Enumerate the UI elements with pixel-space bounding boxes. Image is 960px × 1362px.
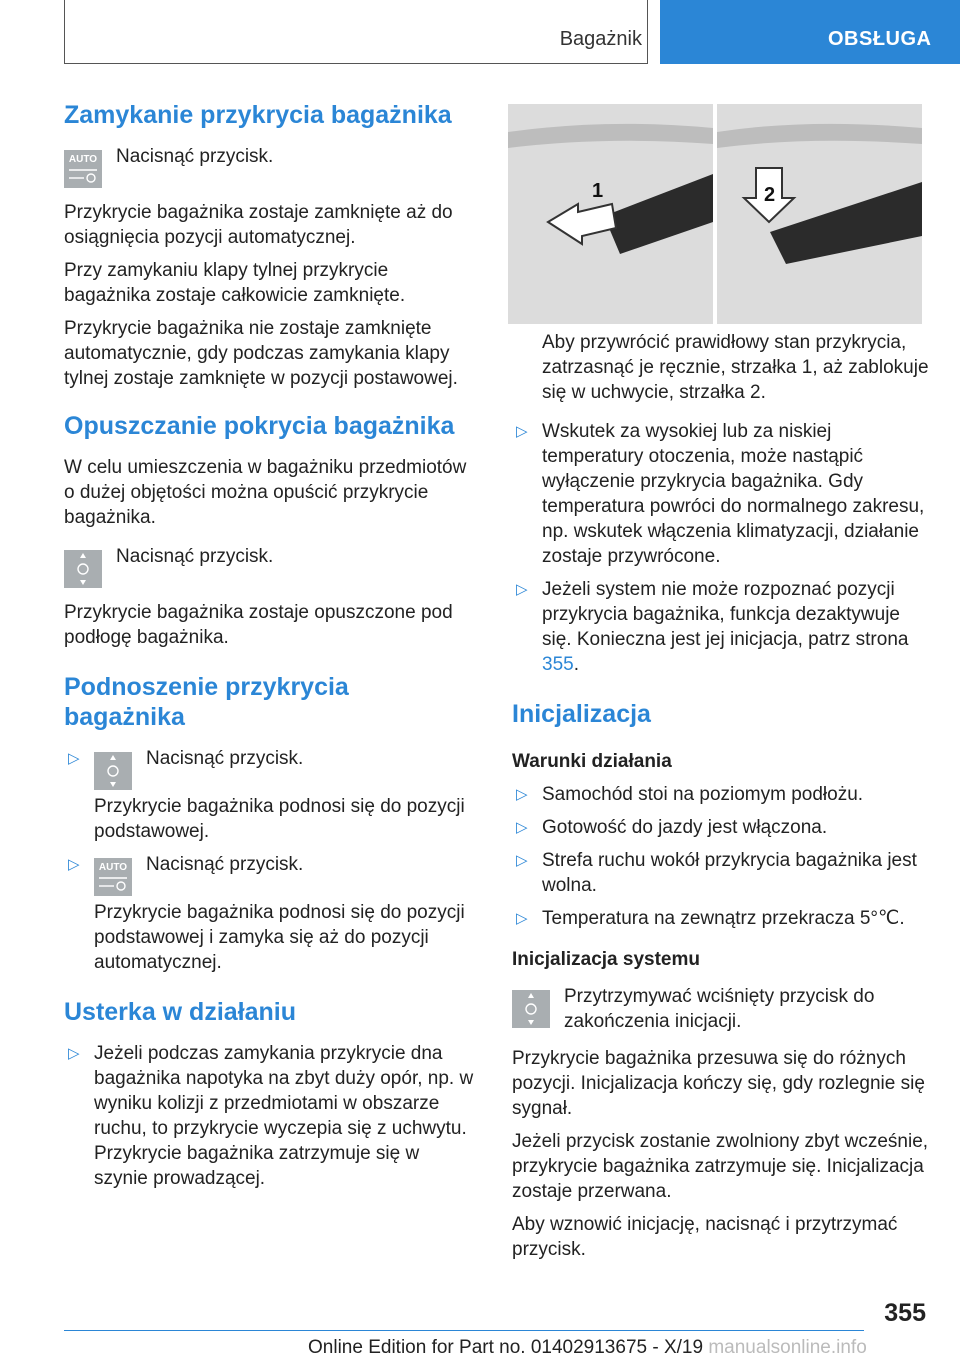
list-item [512, 906, 932, 931]
instruction-text: Nacisnąć przycisk. [116, 146, 274, 167]
paragraph: Przykrycie bagażnika zostaje opuszczone pod podłogę bagażnika. [64, 602, 453, 648]
right-column [512, 330, 932, 1270]
bullet-triangle-icon: ▷ [68, 1045, 80, 1062]
section-title: Inicjalizacja [512, 700, 651, 728]
paragraph: Przykrycie bagażnika nie zostaje zamknięte automatycznie, gdy podczas zamykania klapy tylnej zostaje zamknięte w pozycji postawowej. [64, 318, 458, 389]
section-title: Podnoszenie przykrycia bagażnika [64, 673, 349, 731]
paragraph: Przy zamykaniu klapy tylnej przykrycie bagażnika zostaje całkowicie zamknięte. [64, 260, 406, 306]
paragraph: Jeżeli przycisk zostanie zwolniony zbyt wcześnie, przykrycie bagażnika zatrzymuje się. Inicjalizacja zostaje przerwana. [512, 1131, 929, 1202]
left-column [64, 100, 476, 1199]
section-title: Usterka w działaniu [64, 998, 297, 1026]
list-item-text: Samochód stoi na poziomym podłożu. [542, 784, 864, 805]
figure-label-arrow-1: 1 [592, 180, 604, 202]
subsection-title: Inicjalizacja systemu [512, 949, 700, 970]
list-item-text: Temperatura na zewnątrz przekracza 5°℃. [542, 908, 905, 929]
section-title: Zamykanie przykrycia bagażnika [64, 101, 452, 129]
list-item [64, 746, 476, 844]
list-item-text: Przykrycie bagażnika podnosi się do pozycji podstawowej i zamyka się aż do pozycji automatycznej. [94, 902, 465, 973]
button-instruction [64, 544, 476, 588]
instruction-text: Nacisnąć przycisk. [146, 748, 304, 769]
bullet-triangle-icon: ▷ [68, 750, 80, 767]
list-item [64, 852, 476, 975]
button-instruction [64, 144, 476, 188]
cargo-cover-figure [508, 104, 922, 324]
paragraph: Przykrycie bagażnika przesuwa się do różnych pozycji. Inicjalizacja kończy się, gdy rozlegnie się sygnał. [512, 1048, 925, 1119]
auto-close-button-icon [94, 858, 132, 896]
list-item-text: Przykrycie bagażnika podnosi się do pozycji podstawowej. [94, 796, 465, 842]
list-item-text-part: Jeżeli system nie może rozpoznać pozycji przykrycia bagażnika, funkcja dezaktywuje się. Konieczna jest jej inicjacja, patrz strona [542, 579, 909, 650]
punctuation: . [573, 654, 579, 675]
section-title: Opuszczanie pokrycia bagażnika [64, 412, 455, 440]
list-item-text: Strefa ruchu wokół przykrycia bagażnika jest wolna. [542, 850, 917, 896]
tab-obsluga[interactable]: OBSŁUGA [660, 0, 960, 64]
list-item [512, 419, 932, 569]
bullet-triangle-icon: ▷ [516, 423, 528, 440]
button-instruction [94, 746, 476, 790]
list-item-text [542, 577, 932, 677]
list-item [512, 577, 932, 677]
figure-label-arrow-2: 2 [764, 184, 776, 206]
instruction-text: Przytrzymywać wciśnięty przycisk do zakończenia inicjacji. [564, 986, 875, 1032]
list-item [512, 848, 932, 898]
bullet-triangle-icon: ▷ [516, 786, 528, 803]
bullet-triangle-icon: ▷ [68, 856, 80, 873]
list-item [512, 782, 932, 807]
svg-text:AUTO: AUTO [98, 862, 128, 873]
cover-up-down-button-icon [94, 752, 132, 790]
svg-text:AUTO: AUTO [68, 154, 98, 165]
bullet-triangle-icon: ▷ [516, 852, 528, 869]
footer-divider [64, 1330, 864, 1331]
breadcrumb: Bagażnik [559, 28, 642, 50]
figure-caption: Aby przywrócić prawidłowy stan przykrycia, zatrzasnąć je ręcznie, strzałka 1, aż zablokuje się w uchwycie, strzałka 2. [542, 332, 929, 403]
list-item [64, 1041, 476, 1191]
instruction-text: Nacisnąć przycisk. [146, 854, 304, 875]
bullet-triangle-icon: ▷ [516, 910, 528, 927]
subsection-title: Warunki działania [512, 751, 672, 772]
instruction-text: Nacisnąć przycisk. [116, 546, 274, 567]
footer [308, 1337, 867, 1359]
bullet-triangle-icon: ▷ [516, 819, 528, 836]
list-item-text: Gotowość do jazdy jest włączona. [542, 817, 828, 838]
button-instruction [94, 852, 476, 896]
paragraph: Przykrycie bagażnika zostaje zamknięte aż do osiągnięcia pozycji automatycznej. [64, 202, 453, 248]
list-item-text: Wskutek za wysokiej lub za niskiej temperatury otoczenia, może nastąpić wyłączenie przykrycia bagażnika. Gdy temperatura powróci do normalnego zakresu, np. wskutek włączenia klimatyzacji, działanie zostaje przywrócone. [542, 421, 925, 567]
page-link[interactable]: 355 [542, 654, 574, 675]
edition-text: Online Edition for Part no. 01402913675 - X/19 [308, 1337, 704, 1358]
cover-up-down-button-icon [512, 990, 550, 1028]
list-item-text: Jeżeli podczas zamykania przykrycie dna bagażnika napotyka na zbyt duży opór, np. w wyniku kolizji z przedmiotami w obszarze ruchu, to przykrycie wyczepia się z uchwytu. Przykrycie bagażnika zatrzymuje się w szynie prowadzącej. [94, 1043, 474, 1189]
list-item [512, 815, 932, 840]
cover-up-down-button-icon [64, 550, 102, 588]
button-instruction [512, 984, 932, 1034]
auto-close-button-icon [64, 150, 102, 188]
paragraph: Aby wznowić inicjację, nacisnąć i przytrzymać przycisk. [512, 1214, 898, 1260]
paragraph: W celu umieszczenia w bagażniku przedmiotów o dużej objętości można opuścić przykrycie bagażnika. [64, 457, 467, 528]
bullet-triangle-icon: ▷ [516, 581, 528, 598]
watermark: manualsonline.info [708, 1337, 867, 1358]
page-number: 355 [884, 1299, 926, 1327]
